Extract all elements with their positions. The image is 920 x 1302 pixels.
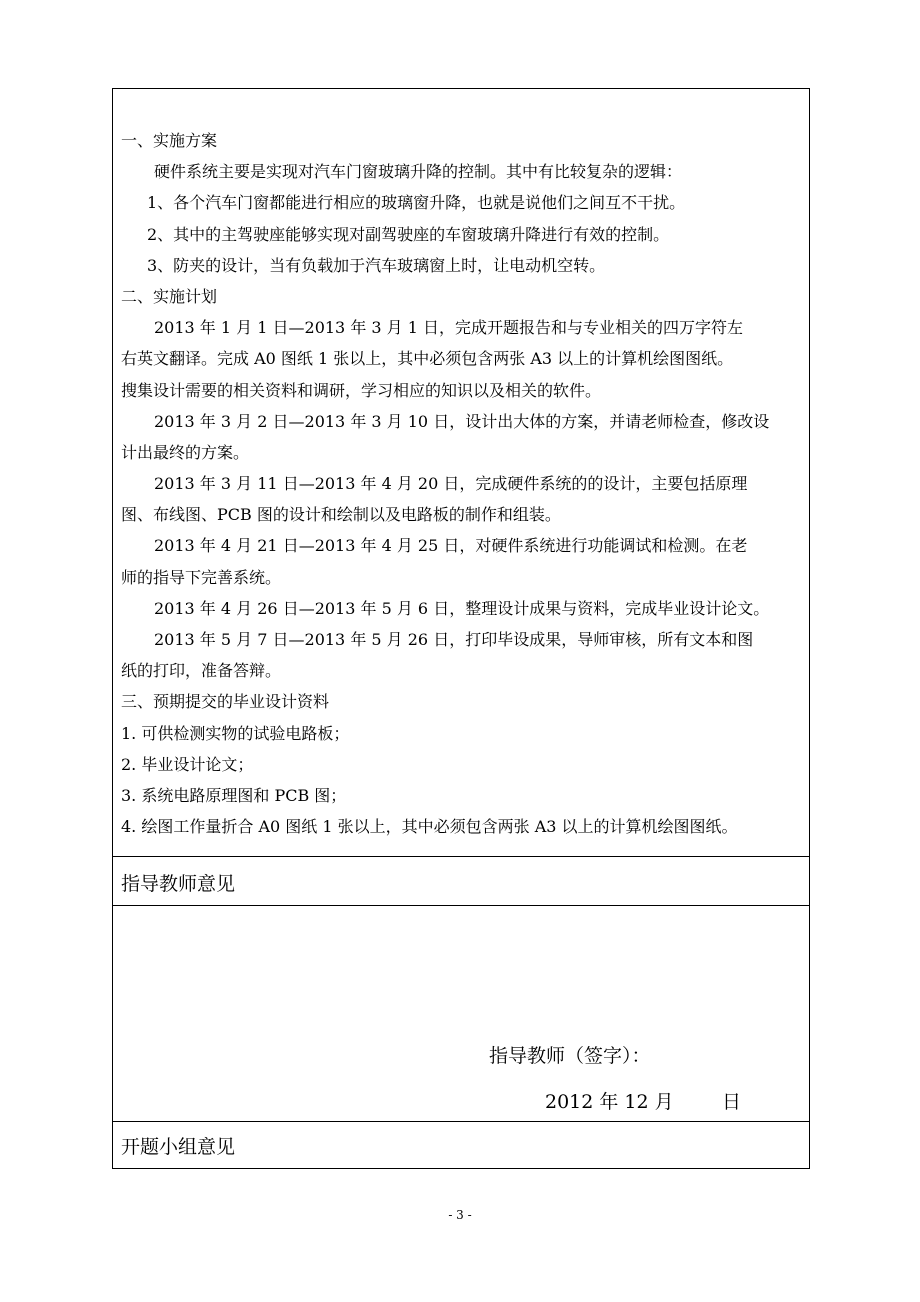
paragraph-line: 硬件系统主要是实现对汽车门窗玻璃升降的控制。其中有比较复杂的逻辑： bbox=[154, 162, 683, 182]
teacher-signature-label: 指导教师（签字）： bbox=[489, 1045, 651, 1067]
paragraph-line: 计出最终的方案。 bbox=[121, 442, 250, 462]
list-item: 3. 系统电路原理图和 PCB 图； bbox=[121, 785, 347, 805]
group-opinion-header bbox=[113, 1122, 809, 1168]
teacher-opinion-title: 指导教师意见 bbox=[121, 873, 236, 895]
paragraph-line: 2013 年 3 月 11 日—2013 年 4 月 20 日，完成硬件系统的的设计，主要包括原理 bbox=[154, 474, 748, 494]
plan-text bbox=[121, 125, 805, 842]
paragraph-line: 2013 年 5 月 7 日—2013 年 5 月 26 日，打印毕设成果，导师审核，所有文本和图 bbox=[154, 630, 754, 649]
list-item: 2、其中的主驾驶座能够实现对副驾驶座的车窗玻璃升降进行有效的控制。 bbox=[147, 224, 670, 244]
paragraph-line: 2013 年 1 月 1 日—2013 年 3 月 1 日，完成开题报告和与专业相关的四万字符左 bbox=[154, 318, 744, 338]
paragraph-line: 2013 年 4 月 21 日—2013 年 4 月 25 日，对硬件系统进行功能调试和检测。在老 bbox=[154, 536, 748, 556]
form-table bbox=[112, 88, 810, 1169]
heading-schedule: 二、实施计划 bbox=[121, 286, 218, 306]
heading-implementation-plan: 一、实施方案 bbox=[121, 131, 218, 150]
list-item: 2. 毕业设计论文； bbox=[121, 754, 254, 774]
paragraph-line: 2013 年 3 月 2 日—2013 年 3 月 10 日，设计出大体的方案，并请老师检查，修改设 bbox=[154, 411, 770, 431]
teacher-signature-date: 2012 年 12 月 日 bbox=[545, 1091, 741, 1113]
paragraph-line: 右英文翻译。完成 A0 图纸 1 张以上，其中必须包含两张 A3 以上的计算机绘图图纸。 bbox=[121, 349, 734, 369]
paragraph-line: 搜集设计需要的相关资料和调研，学习相应的知识以及相关的软件。 bbox=[121, 380, 602, 400]
list-item: 1. 可供检测实物的试验电路板； bbox=[121, 723, 350, 743]
plan-section bbox=[113, 89, 809, 857]
paragraph-line: 图、布线图、PCB 图的设计和绘制以及电路板的制作和组装。 bbox=[121, 505, 561, 525]
group-opinion-title: 开题小组意见 bbox=[121, 1136, 236, 1158]
teacher-opinion-header bbox=[113, 857, 809, 906]
list-item: 3、防夹的设计，当有负载加于汽车玻璃窗上时，让电动机空转。 bbox=[147, 255, 606, 275]
list-item: 1、各个汽车门窗都能进行相应的玻璃窗升降，也就是说他们之间互不干扰。 bbox=[147, 193, 686, 213]
heading-deliverables: 三、预期提交的毕业设计资料 bbox=[121, 692, 330, 712]
page-number: - 3 - bbox=[448, 1208, 472, 1222]
teacher-opinion-body bbox=[113, 906, 809, 1122]
paragraph-line: 师的指导下完善系统。 bbox=[121, 567, 282, 587]
list-item: 4. 绘图工作量折合 A0 图纸 1 张以上，其中必须包含两张 A3 以上的计算机绘图图纸。 bbox=[121, 817, 738, 837]
paragraph-line: 纸的打印，准备答辩。 bbox=[121, 661, 282, 681]
paragraph-line: 2013 年 4 月 26 日—2013 年 5 月 6 日，整理设计成果与资料，完成毕业设计论文。 bbox=[154, 598, 770, 618]
